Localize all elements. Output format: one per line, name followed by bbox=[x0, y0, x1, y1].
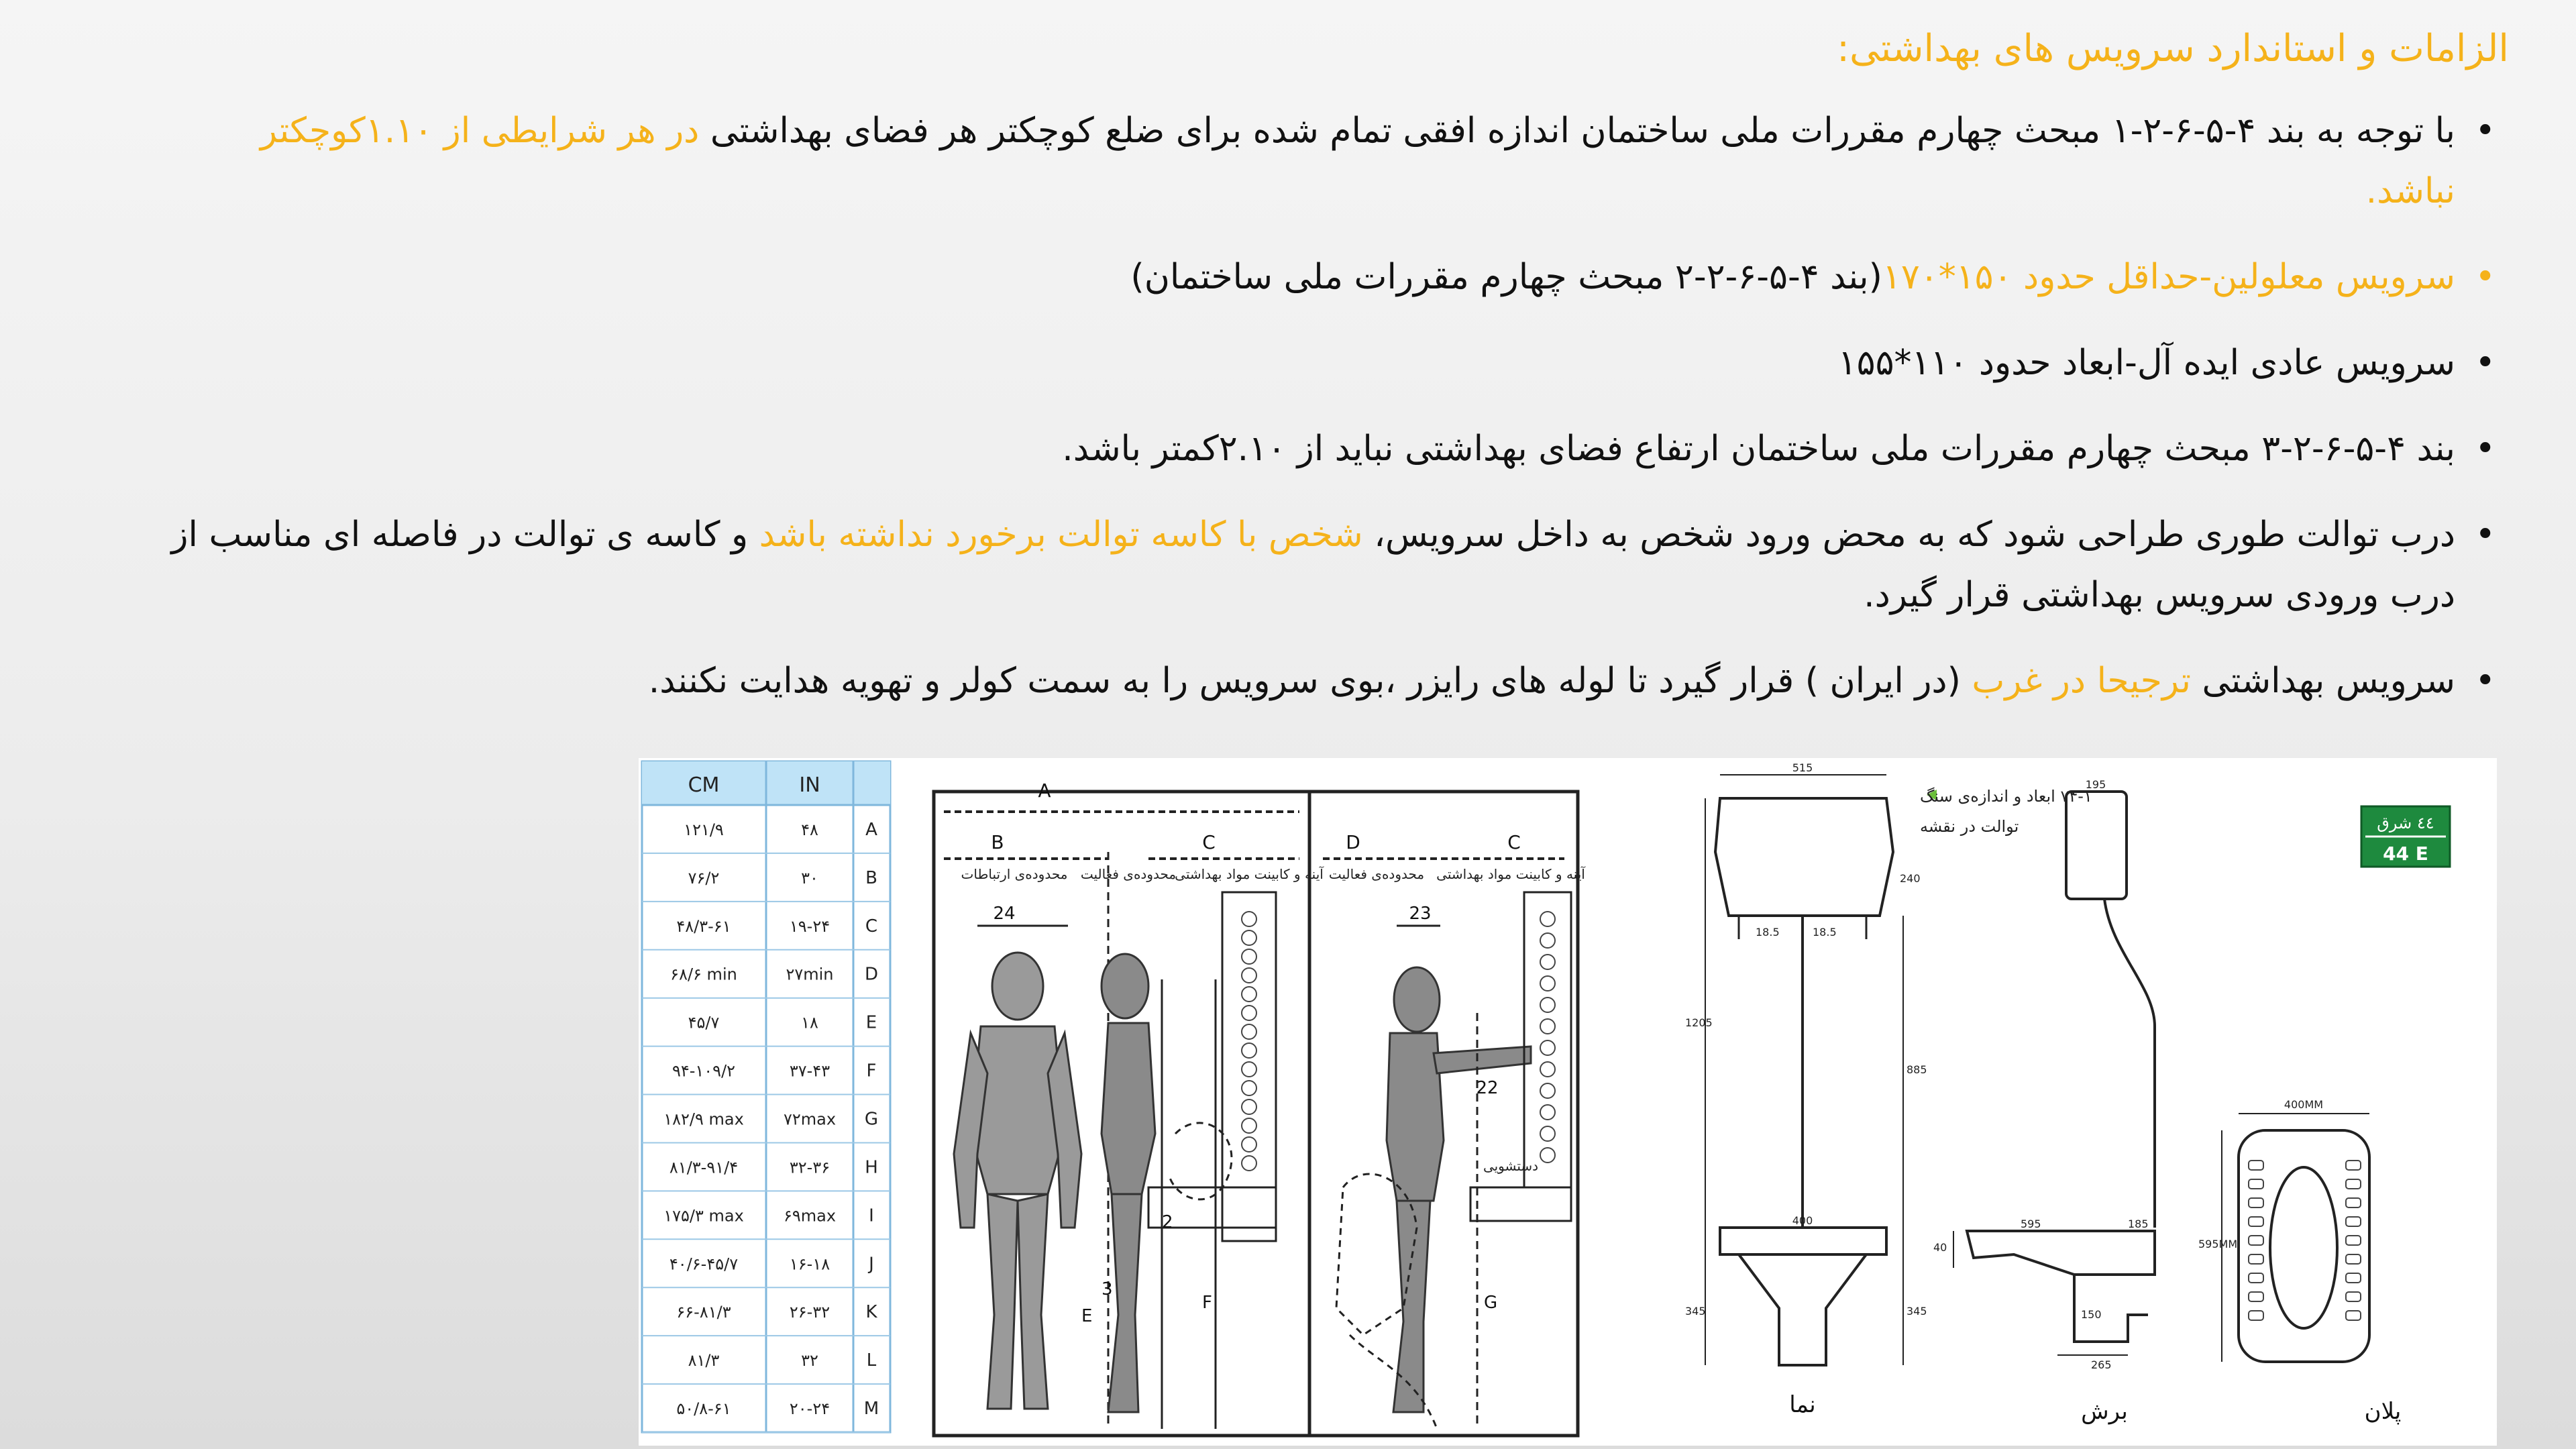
cabinet-knob bbox=[1242, 1043, 1256, 1058]
table-cell-cm: ۱۲۱/۹ bbox=[684, 820, 724, 839]
table-cell-cm: ۴۰/۶-۴۵/۷ bbox=[669, 1254, 739, 1274]
cabinet-knob bbox=[1242, 1137, 1256, 1152]
cabinet-knob bbox=[1540, 1083, 1555, 1098]
zone-label-cabinet: آینه و کابینت مواد بهداشتی bbox=[1175, 866, 1324, 882]
table-cell-key: E bbox=[865, 1012, 877, 1033]
table-cell-key: A bbox=[865, 819, 877, 840]
table-cell-key: L bbox=[866, 1350, 877, 1371]
dim-label-b: B bbox=[991, 831, 1004, 853]
item-text: (در ایران ) قرار گیرد تا لوله های رایزر ،بوی سرویس را به سمت کولر و تهویه هدایت نکنند. bbox=[648, 661, 1972, 701]
zone-label-cabinet-2: آینه و کابینت مواد بهداشتی bbox=[1436, 866, 1585, 882]
dim-label-d: D bbox=[1346, 831, 1360, 853]
foot-rest-groove bbox=[2346, 1217, 2361, 1226]
table-cell-in: ۲۷min bbox=[786, 965, 834, 984]
dim-label-e: E bbox=[1081, 1306, 1093, 1326]
cabinet-knob bbox=[1242, 1099, 1256, 1114]
cabinet-knob bbox=[1242, 1062, 1256, 1077]
figure-caption-line1: ۷۴-۱ ابعاد و اندازه‌ی سنگ bbox=[1920, 787, 2092, 806]
item-text: درب توالت طوری طراحی شود که به محض ورود شخص به داخل سرویس، bbox=[1362, 515, 2455, 555]
dim-label-23: 23 bbox=[1409, 904, 1432, 924]
list-item bbox=[161, 419, 2496, 479]
cabinet-knob bbox=[1242, 987, 1256, 1002]
foot-rest-groove bbox=[2249, 1254, 2263, 1264]
item-text: بند ۴-۵-۶-۲-۳ مبحث چهارم مقررات ملی ساختمان ارتفاع فضای بهداشتی نباید از ۲.۱۰کمتر باشد. bbox=[1062, 429, 2455, 469]
table-cell-cm: ۹۴-۱۰۹/۲ bbox=[672, 1061, 736, 1081]
table-cell-cm: ۶۶-۸۱/۳ bbox=[676, 1303, 731, 1322]
foot-rest-groove bbox=[2249, 1217, 2263, 1226]
table-header-cm: CM bbox=[688, 773, 720, 797]
cabinet-knob bbox=[1540, 998, 1555, 1012]
table-cell-in: ۱۸ bbox=[801, 1013, 818, 1032]
foot-rest-groove bbox=[2346, 1179, 2361, 1189]
table-cell-in: ۳۲ bbox=[801, 1351, 818, 1371]
table-cell-cm: ۴۵/۷ bbox=[688, 1013, 720, 1032]
human-side-figure bbox=[1102, 954, 1155, 1412]
list-item bbox=[161, 101, 2496, 221]
foot-rest-groove bbox=[2249, 1161, 2263, 1170]
table-cell-cm: ۶۸/۶ min bbox=[670, 965, 737, 984]
cabinet-knob bbox=[1540, 1062, 1555, 1077]
dim-885: 885 bbox=[1907, 1063, 1927, 1076]
table-cell-in: ۲۶-۳۲ bbox=[789, 1303, 830, 1322]
dim-label-c2: C bbox=[1507, 831, 1521, 853]
badge-top-text: ٤٤ شرق bbox=[2377, 814, 2434, 833]
cabinet-knob bbox=[1540, 1040, 1555, 1055]
foot-rest-groove bbox=[2249, 1292, 2263, 1301]
zone-label-communication: محدوده‌ی ارتباطات bbox=[961, 866, 1068, 882]
table-cell-key: I bbox=[869, 1205, 874, 1226]
cabinet-knob bbox=[1242, 1118, 1256, 1133]
dim-label-g: G bbox=[1484, 1293, 1498, 1313]
dim-18-5-right: 18.5 bbox=[1813, 926, 1837, 938]
cabinet-knob bbox=[1540, 912, 1555, 926]
toilet-technical-drawing bbox=[1705, 775, 2369, 1365]
cabinet-knob bbox=[1242, 949, 1256, 964]
foot-rest-groove bbox=[2249, 1198, 2263, 1208]
cabinet-knob bbox=[1242, 1024, 1256, 1039]
item-highlight: شخص با کاسه توالت برخورد نداشته باشد bbox=[759, 515, 1363, 555]
requirements-list bbox=[161, 101, 2496, 737]
anthropometric-drawing-side bbox=[1309, 792, 1578, 1436]
table-cell-in: ۱۶-۱۸ bbox=[789, 1254, 830, 1274]
table-cell-in: ۱۹-۲۴ bbox=[789, 916, 830, 936]
table-cell-key: M bbox=[863, 1399, 879, 1419]
table-cell-in: ۴۸ bbox=[801, 820, 818, 839]
item-text: با توجه به بند ۴-۵-۶-۲-۱ مبحث چهارم مقررات ملی ساختمان اندازه افقی تمام شده برای ضلع کوچکتر هر فضای بهداشتی bbox=[699, 111, 2455, 151]
table-cell-key: K bbox=[865, 1302, 877, 1323]
list-item bbox=[161, 504, 2496, 625]
view-label-elevation: نما bbox=[1789, 1391, 1816, 1418]
zone-label-activity-2: محدوده‌ی فعالیت bbox=[1328, 866, 1425, 882]
item-highlight: سرویس معلولین-حداقل حدود ۱۵۰*۱۷۰ bbox=[1882, 257, 2455, 297]
figure-caption-line2: توالت در نقشه bbox=[1920, 817, 2019, 836]
dim-label-a: A bbox=[1038, 780, 1051, 802]
cabinet-knob bbox=[1242, 1156, 1256, 1171]
page-title: الزامات و استاندارد سرویس های بهداشتی: bbox=[1837, 27, 2509, 70]
cabinet-knob bbox=[1540, 1019, 1555, 1034]
foot-rest-groove bbox=[2249, 1311, 2263, 1320]
table-cell-cm: ۵۰/۸-۶۱ bbox=[676, 1399, 731, 1419]
dim-label-2: 2 bbox=[1162, 1212, 1173, 1232]
dim-40: 40 bbox=[1933, 1241, 1947, 1254]
cabinet-knob bbox=[1540, 1126, 1555, 1141]
dim-18-5-left: 18.5 bbox=[1756, 926, 1780, 938]
cabinet-knob bbox=[1540, 955, 1555, 969]
foot-rest-groove bbox=[2346, 1236, 2361, 1245]
cabinet-knob bbox=[1540, 1148, 1555, 1163]
cabinet-knob bbox=[1242, 1006, 1256, 1020]
foot-rest-groove bbox=[2249, 1179, 2263, 1189]
list-item bbox=[161, 333, 2496, 393]
foot-rest-groove bbox=[2346, 1273, 2361, 1283]
dim-label-c: C bbox=[1202, 831, 1216, 853]
dim-595mm: 595MM bbox=[2198, 1238, 2238, 1250]
dim-345-left: 345 bbox=[1685, 1305, 1706, 1318]
table-cell-in: ۲۰-۲۴ bbox=[789, 1399, 830, 1419]
dim-515: 515 bbox=[1792, 761, 1813, 774]
dim-595: 595 bbox=[2021, 1218, 2041, 1230]
dim-400mm: 400MM bbox=[2284, 1098, 2324, 1111]
dim-240: 240 bbox=[1900, 872, 1921, 885]
table-cell-in: ۷۲max bbox=[783, 1110, 837, 1129]
table-cell-cm: ۷۶/۲ bbox=[688, 868, 720, 888]
table-cell-key: B bbox=[865, 867, 877, 888]
table-cell-key: C bbox=[865, 916, 878, 936]
anthropometric-drawing-front bbox=[934, 792, 1309, 1436]
page-badge bbox=[2361, 806, 2450, 867]
dimension-table bbox=[642, 761, 890, 1432]
foot-rest-groove bbox=[2346, 1292, 2361, 1301]
dim-345-right: 345 bbox=[1907, 1305, 1927, 1318]
human-reaching-figure bbox=[1387, 967, 1531, 1412]
table-cell-in: ۶۹max bbox=[783, 1206, 837, 1226]
table-cell-key: H bbox=[865, 1157, 878, 1178]
item-highlight: ترجیحا در غرب bbox=[1972, 661, 2191, 701]
list-item bbox=[161, 651, 2496, 711]
view-label-section: برش bbox=[2081, 1398, 2128, 1425]
foot-rest-groove bbox=[2346, 1198, 2361, 1208]
badge-bottom-text: 44 E bbox=[2383, 843, 2428, 865]
item-text: سرویس بهداشتی bbox=[2191, 661, 2455, 701]
figure-svg bbox=[639, 758, 2497, 1446]
cabinet-knob bbox=[1242, 1081, 1256, 1095]
table-cell-cm: ۱۷۵/۳ max bbox=[663, 1206, 744, 1226]
table-cell-cm: ۸۱/۳-۹۱/۴ bbox=[669, 1158, 739, 1177]
dim-label-22: 22 bbox=[1476, 1078, 1499, 1098]
foot-rest-groove bbox=[2346, 1311, 2361, 1320]
table-cell-cm: ۱۸۲/۹ max bbox=[663, 1110, 744, 1129]
foot-rest-groove bbox=[2346, 1254, 2361, 1264]
list-item bbox=[161, 247, 2496, 307]
human-front-figure bbox=[954, 953, 1081, 1409]
cabinet-knob bbox=[1540, 976, 1555, 991]
foot-rest-groove bbox=[2346, 1161, 2361, 1170]
table-header-in: IN bbox=[799, 773, 820, 797]
cabinet-knob bbox=[1540, 1105, 1555, 1120]
dim-label-3: 3 bbox=[1102, 1279, 1113, 1299]
dim-265: 265 bbox=[2091, 1358, 2112, 1371]
foot-rest-groove bbox=[2249, 1273, 2263, 1283]
zone-label-activity: محدوده‌ی فعالیت bbox=[1080, 866, 1177, 882]
table-cell-in: ۳۰ bbox=[801, 868, 818, 888]
zone-label-sink: دستشویی bbox=[1483, 1158, 1539, 1174]
cabinet-knob bbox=[1242, 930, 1256, 945]
table-cell-key: J bbox=[869, 1254, 874, 1275]
table-cell-in: ۳۲-۳۶ bbox=[789, 1158, 830, 1177]
item-text: (بند ۴-۵-۶-۲-۲ مبحث چهارم مقررات ملی ساختمان) bbox=[1130, 257, 1882, 297]
table-cell-cm: ۸۱/۳ bbox=[688, 1351, 720, 1371]
table-cell-key: G bbox=[864, 1109, 879, 1130]
dim-195: 195 bbox=[2085, 778, 2106, 791]
dim-400: 400 bbox=[1792, 1214, 1813, 1227]
table-cell-in: ۳۷-۴۳ bbox=[789, 1061, 830, 1081]
cabinet-knob bbox=[1540, 933, 1555, 948]
toilet-standards-figure bbox=[639, 758, 2497, 1446]
table-cell-key: F bbox=[866, 1061, 877, 1081]
dim-label-f: F bbox=[1202, 1293, 1212, 1313]
foot-rest-groove bbox=[2249, 1236, 2263, 1245]
dim-185: 185 bbox=[2128, 1218, 2149, 1230]
cabinet-knob bbox=[1242, 912, 1256, 926]
item-text: و کاسه ی توالت در فاصله ای مناسب از درب ورودی سرویس بهداشتی قرار گیرد. bbox=[171, 515, 2455, 615]
dim-1205: 1205 bbox=[1685, 1016, 1713, 1029]
table-cell-key: D bbox=[864, 964, 879, 985]
dim-label-24: 24 bbox=[993, 904, 1016, 924]
item-highlight: در هر شرایطی از ۱.۱۰کوچکتر نباشد. bbox=[260, 111, 2455, 211]
view-label-plan: پلان bbox=[2364, 1398, 2402, 1425]
dim-150: 150 bbox=[2081, 1308, 2102, 1321]
table-cell-cm: ۴۸/۳-۶۱ bbox=[676, 916, 731, 936]
cabinet-knob bbox=[1242, 968, 1256, 983]
item-text: سرویس عادی ایده آل-ابعاد حدود ۱۱۰*۱۵۵ bbox=[1837, 343, 2455, 383]
